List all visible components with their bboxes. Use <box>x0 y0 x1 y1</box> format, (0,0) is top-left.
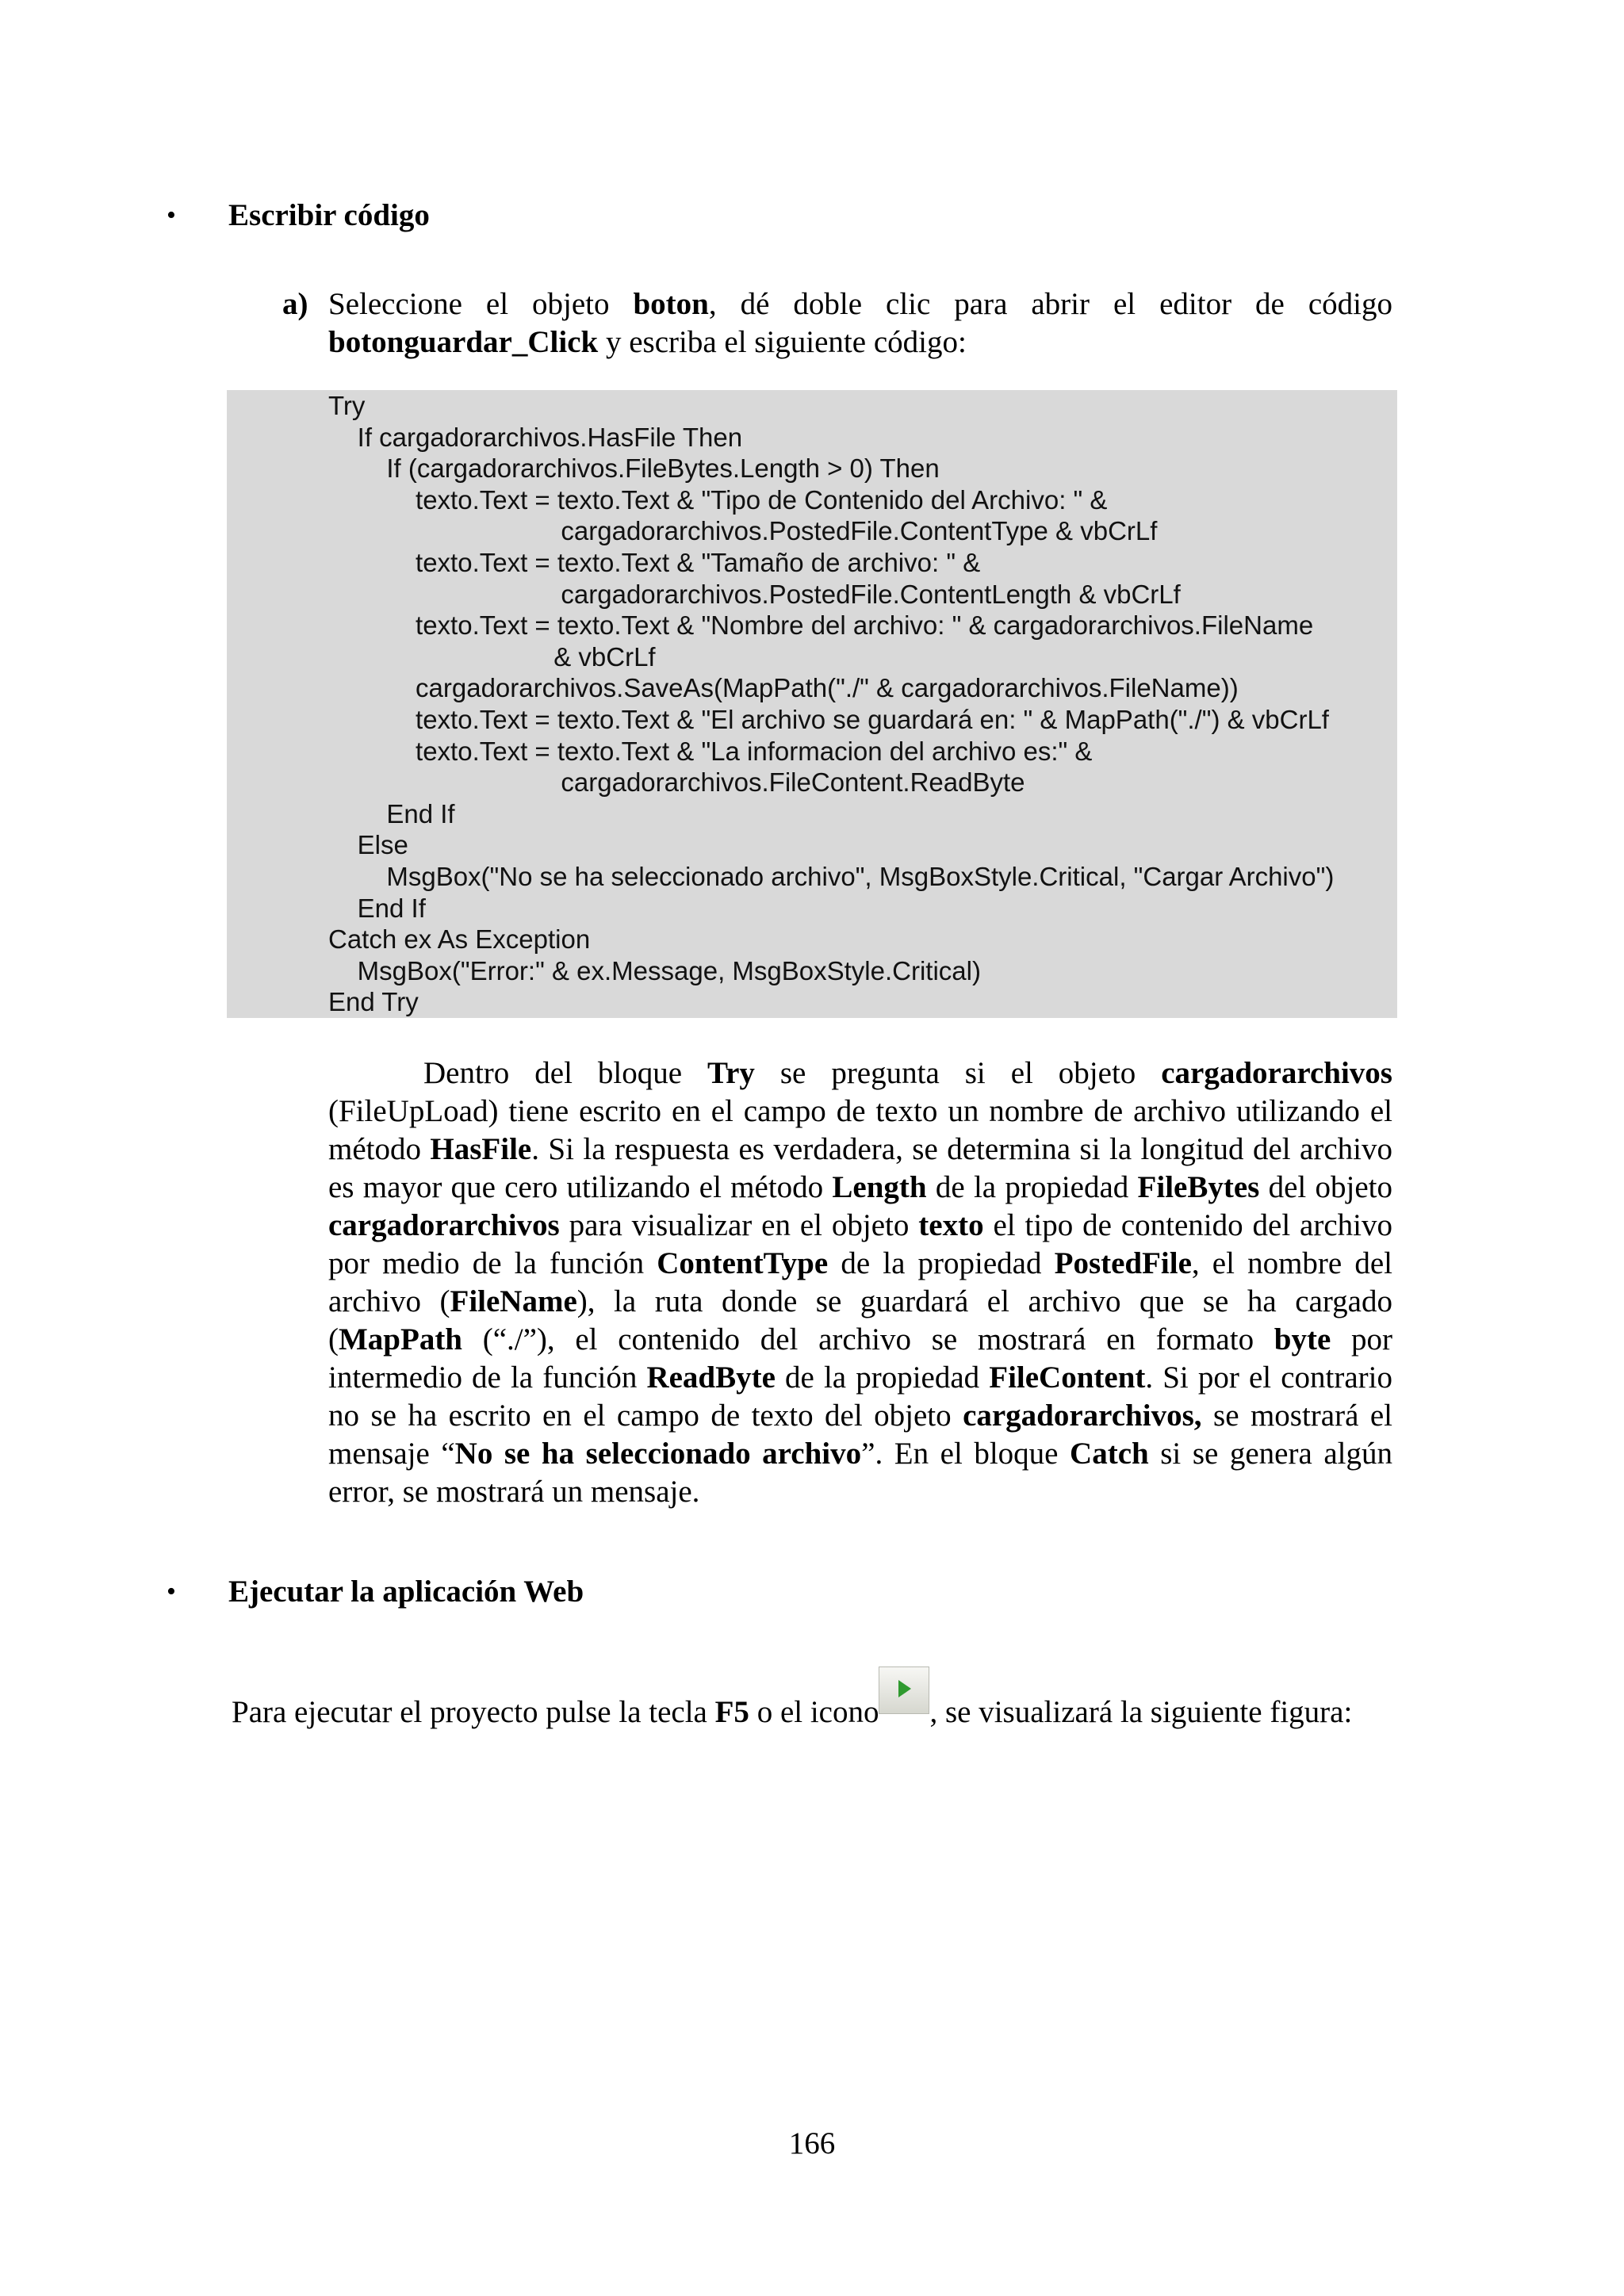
code-line: cargadorarchivos.SaveAs(MapPath("./" & cargadorarchivos.FileName)) <box>328 673 1239 703</box>
code-lines <box>328 390 1334 1018</box>
explain-text: . Si por el contrario no se ha escrito en el campo de texto del objeto <box>328 1360 1392 1433</box>
explain-text: del objeto <box>1259 1170 1392 1204</box>
code-line: Try <box>328 391 366 420</box>
explain-bold: cargadorarchivos <box>1161 1056 1392 1090</box>
section-heading-escribir-codigo <box>167 197 430 235</box>
explain-bold: FileContent <box>989 1360 1146 1395</box>
bullet-icon: • <box>167 201 176 230</box>
section-heading-text: Escribir código <box>228 198 430 232</box>
code-line: End Try <box>328 987 419 1017</box>
step-bold-handler: botonguardar_Click <box>328 325 599 359</box>
code-line: texto.Text = texto.Text & "Tipo de Contenido del Archivo: " & <box>328 484 1108 515</box>
start-debugging-icon[interactable] <box>879 1667 929 1714</box>
explain-bold: cargadorarchivos <box>328 1208 560 1242</box>
step-bold-boton: boton <box>633 287 709 321</box>
explain-bold: cargadorarchivos, <box>963 1399 1202 1433</box>
run-text-3: , se visualizará la siguiente figura: <box>929 1695 1353 1729</box>
section-heading-text: Ejecutar la aplicación Web <box>228 1575 584 1609</box>
code-line: If (cargadorarchivos.FileBytes.Length > 0) Then <box>328 453 940 484</box>
code-line: texto.Text = texto.Text & "El archivo se guardará en: " & MapPath("./") & vbCrLf <box>328 704 1329 734</box>
step-text-1: Seleccione el objeto <box>328 287 634 321</box>
code-line: cargadorarchivos.FileContent.ReadByte <box>328 767 1025 798</box>
code-block <box>227 390 1397 1018</box>
bullet-icon: • <box>167 1577 176 1606</box>
explain-text: ), la ruta donde se guardará el archivo que se ha cargado ( <box>328 1284 1392 1357</box>
explain-bold: Length <box>832 1170 927 1204</box>
explain-text: si se genera algún error, se mostrará un mensaje. <box>328 1437 1392 1509</box>
explain-bold: PostedFile <box>1054 1246 1192 1280</box>
explain-bold: No se ha seleccionado archivo <box>454 1437 862 1471</box>
run-paragraph <box>232 1667 1392 1732</box>
code-line: If cargadorarchivos.HasFile Then <box>328 422 743 452</box>
explain-text: para visualizar en el objeto <box>559 1208 919 1242</box>
explain-text: (FileUpLoad) tiene escrito en el campo de texto un nombre de archivo utilizando el método <box>328 1094 1392 1166</box>
explain-bold: Catch <box>1070 1437 1149 1471</box>
explain-text: se pregunta si el objeto <box>754 1056 1162 1090</box>
code-line: texto.Text = texto.Text & "Nombre del archivo: " & cargadorarchivos.FileName <box>328 610 1314 641</box>
explain-bold: Try <box>707 1056 755 1090</box>
explain-text: . Si la respuesta es verdadera, se determina si la longitud del archivo es mayor que cero utilizando el método <box>328 1132 1393 1204</box>
explain-text: (“./”), el contenido del archivo se mostrará en formato <box>462 1322 1274 1357</box>
code-line: texto.Text = texto.Text & "Tamaño de archivo: " & <box>328 547 981 577</box>
explain-bold: FileBytes <box>1137 1170 1260 1204</box>
explanation-paragraph <box>328 1054 1392 1511</box>
explain-bold: ReadByte <box>646 1360 776 1395</box>
page-number: 166 <box>788 2126 836 2160</box>
explain-text: , el nombre del archivo ( <box>328 1246 1392 1318</box>
code-line: cargadorarchivos.PostedFile.ContentLength & vbCrLf <box>328 579 1181 609</box>
explain-bold: texto <box>918 1208 984 1242</box>
step-text-2: , dé doble clic para abrir el editor de código <box>708 287 1392 321</box>
code-line: MsgBox("No se ha seleccionado archivo", MsgBoxStyle.Critical, "Cargar Archivo") <box>328 861 1335 891</box>
explain-bold: MapPath <box>339 1322 462 1357</box>
code-line: MsgBox("Error:" & ex.Message, MsgBoxStyle.Critical) <box>328 955 981 985</box>
code-line: End If <box>328 893 426 923</box>
step-marker: a) <box>282 287 308 321</box>
code-line: texto.Text = texto.Text & "La informacion del archivo es:" & <box>328 736 1093 766</box>
section-heading-ejecutar <box>167 1573 584 1611</box>
explain-text: de la propiedad <box>828 1246 1055 1280</box>
step-instruction <box>328 285 1392 362</box>
explain-text: de la propiedad <box>775 1360 990 1395</box>
explain-text: Dentro del bloque <box>423 1056 707 1090</box>
code-line: & vbCrLf <box>328 641 656 672</box>
run-text-1: Para ejecutar el proyecto pulse la tecla <box>232 1695 715 1729</box>
code-line: cargadorarchivos.PostedFile.ContentType & vbCrLf <box>328 516 1158 546</box>
run-text-2: o el icono <box>749 1695 879 1729</box>
explain-bold: FileName <box>450 1284 577 1318</box>
explain-text: el tipo de contenido del archivo por medio de la función <box>328 1208 1392 1280</box>
step-text-3: y escriba el siguiente código: <box>598 325 967 359</box>
explain-text: de la propiedad <box>926 1170 1138 1204</box>
explain-bold: HasFile <box>430 1132 532 1166</box>
run-bold-f5: F5 <box>714 1695 749 1729</box>
explain-text: se mostrará el mensaje “ <box>328 1399 1392 1471</box>
explain-text: ”. En el bloque <box>861 1437 1071 1471</box>
explain-bold: byte <box>1274 1322 1331 1357</box>
code-line: Else <box>328 830 408 860</box>
explain-bold: ContentType <box>657 1246 829 1280</box>
code-line: Catch ex As Exception <box>328 924 591 955</box>
step-a <box>282 285 1392 362</box>
code-line: End If <box>328 798 455 828</box>
explain-text: por intermedio de la función <box>328 1322 1392 1395</box>
